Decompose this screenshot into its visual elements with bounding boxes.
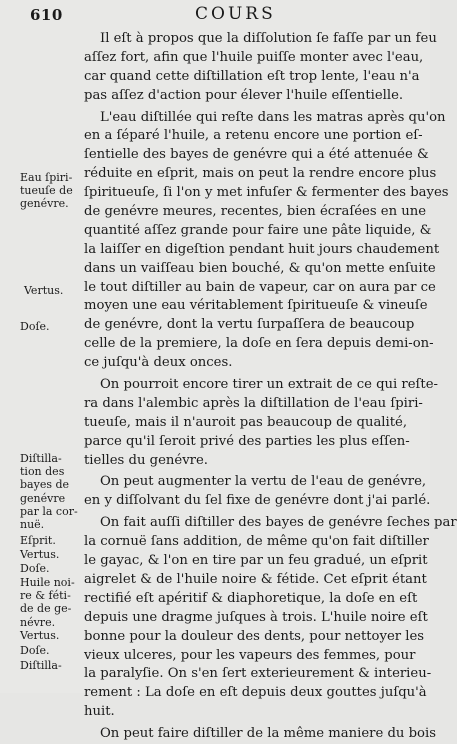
text-line: tueuſe, mais il n'auroit pas beaucoup de qualité, bbox=[84, 414, 408, 430]
margin-note-line: Eſprit. bbox=[20, 534, 56, 547]
text-line: rectifié eſt apéritif & diaphoretique, la doſe en eſt bbox=[84, 590, 418, 606]
margin-note-distillation bbox=[20, 452, 78, 531]
margin-note-vertus-1 bbox=[24, 284, 63, 297]
text-line: la cornuë ſans addition, de même qu'on fait diſtiller bbox=[84, 534, 429, 550]
text-line: de genévre, dont la vertu ſurpaſſera de beaucoup bbox=[84, 317, 415, 333]
text-line: bonne pour la douleur des dents, pour nettoyer les bbox=[84, 628, 425, 644]
text-line: parce qu'il ſeroit privé des parties les plus eſſen- bbox=[84, 433, 410, 449]
text-line: le gayac, & l'on en tire par un feu gradué, un eſprit bbox=[84, 553, 428, 569]
text-line: de genévre meures, recentes, bien écraſées en une bbox=[84, 204, 427, 220]
text-line: rement : La doſe en eſt depuis deux gouttes juſqu'à bbox=[84, 685, 427, 701]
text-line: Il eſt à propos que la diſſolution ſe faſſe par un feu bbox=[100, 31, 437, 46]
text-line: vieux ulceres, pour les vapeurs des femmes, pour bbox=[84, 647, 416, 663]
margin-note-dose-3 bbox=[20, 644, 50, 657]
margin-note-eau-spiritueuse bbox=[20, 171, 73, 211]
text-line: tielles du genévre. bbox=[84, 452, 208, 468]
text-line: en y diſſolvant du ſel fixe de genévre dont j'ai parlé. bbox=[84, 493, 431, 509]
running-title: COURS bbox=[195, 4, 276, 24]
margin-note-esprit bbox=[20, 534, 56, 547]
margin-note-line: re & féti- bbox=[20, 589, 71, 603]
text-line: On peut augmenter la vertu de l'eau de genévre, bbox=[100, 474, 427, 490]
margin-note-dose-2 bbox=[20, 562, 50, 575]
margin-note-line: bayes de bbox=[20, 478, 70, 492]
page-header bbox=[0, 4, 430, 26]
text-line: depuis une dragme juſques à trois. L'huile noire eſt bbox=[84, 609, 428, 625]
text-line: quantité aſſez grande pour faire une pâte liquide, & bbox=[84, 222, 432, 238]
text-line: ſpiritueuſe, ſi l'on y met infuſer & fermenter des bayes bbox=[84, 185, 449, 201]
text-line: aſſez fort, afin que l'huile puiſſe monter avec l'eau, bbox=[84, 49, 424, 65]
margin-note-line: Diſtilla- bbox=[20, 452, 62, 465]
margin-note-line: Doſe. bbox=[20, 644, 50, 657]
margin-note-line: Huile noi- bbox=[20, 576, 75, 589]
text-line: celle de la premiere, la doſe en ſera depuis demi-on- bbox=[84, 336, 434, 352]
margin-note-huile-noire bbox=[20, 576, 75, 629]
text-line: réduite en eſprit, mais on peut la rendre encore plus bbox=[84, 166, 437, 182]
text-line: huit. bbox=[84, 704, 115, 720]
margin-note-line: Diſtilla- bbox=[20, 659, 62, 672]
text-line: pas aſſez d'action pour élever l'huile eſſentielle. bbox=[84, 87, 404, 103]
text-line: la laiſſer en digeſtion pendant huit jours chaudement bbox=[84, 241, 440, 257]
margin-note-line: Eau ſpiri- bbox=[20, 171, 73, 184]
main-text bbox=[84, 30, 457, 744]
text-line: ſentielle des bayes de genévre qui a été attenuée & bbox=[84, 147, 429, 163]
margin-note-vertus-2 bbox=[20, 548, 59, 561]
margin-note-vertus-3 bbox=[20, 629, 59, 642]
text-line: On peut faire diſtiller de la même maniere du bois bbox=[100, 726, 436, 742]
margin-note-line: de de ge- bbox=[20, 602, 72, 616]
margin-note-line: tueuſe de bbox=[20, 184, 73, 198]
text-line: ce juſqu'à deux onces. bbox=[84, 355, 233, 371]
margin-note-line: Vertus. bbox=[24, 284, 64, 297]
page-number: 610 bbox=[30, 6, 63, 24]
text-line: dans un vaiſſeau bien bouché, & qu'on mette enſuite bbox=[84, 260, 436, 276]
text-line: moyen une eau véritablement ſpiritueuſe & vineuſe bbox=[84, 298, 428, 314]
margin-note-line: par la cor- bbox=[20, 504, 78, 518]
text-line: car quand cette diſtillation eſt trop lente, l'eau n'a bbox=[84, 68, 420, 84]
text-line: le tout diſtiller au bain de vapeur, car on aura par ce bbox=[84, 279, 436, 295]
margin-note-line: tion des bbox=[20, 465, 65, 479]
text-line: en a ſéparé l'huile, a retenu encore une portion eſ- bbox=[84, 128, 423, 144]
margin-note-line: névre. bbox=[20, 615, 56, 629]
margin-note-line: genévre bbox=[20, 491, 66, 505]
margin-note-distillation-2 bbox=[20, 659, 62, 672]
margin-note-line: Vertus. bbox=[20, 629, 60, 642]
text-line: aigrelet & de l'huile noire & fétide. Cet eſprit étant bbox=[84, 571, 427, 587]
margin-note-dose-1 bbox=[20, 320, 50, 333]
text-line: On pourroit encore tirer un extrait de ce qui reſte- bbox=[100, 377, 438, 393]
margin-note-line: Doſe. bbox=[20, 320, 50, 333]
margin-note-line: Vertus. bbox=[20, 548, 60, 561]
text-line: la paralyſie. On s'en ſert exterieurement & interieu- bbox=[84, 666, 432, 682]
margin-note-line: genévre. bbox=[20, 197, 69, 211]
margin-note-line: Doſe. bbox=[20, 562, 50, 575]
margin-note-line: nuë. bbox=[20, 517, 45, 531]
text-line: ra dans l'alembic après la diſtillation de l'eau ſpiri- bbox=[84, 395, 423, 411]
text-line: On fait auſſi diſtiller des bayes de genévre ſeches par bbox=[100, 515, 457, 531]
text-line: L'eau diſtillée qui reſte dans les matras après qu'on bbox=[100, 109, 446, 125]
